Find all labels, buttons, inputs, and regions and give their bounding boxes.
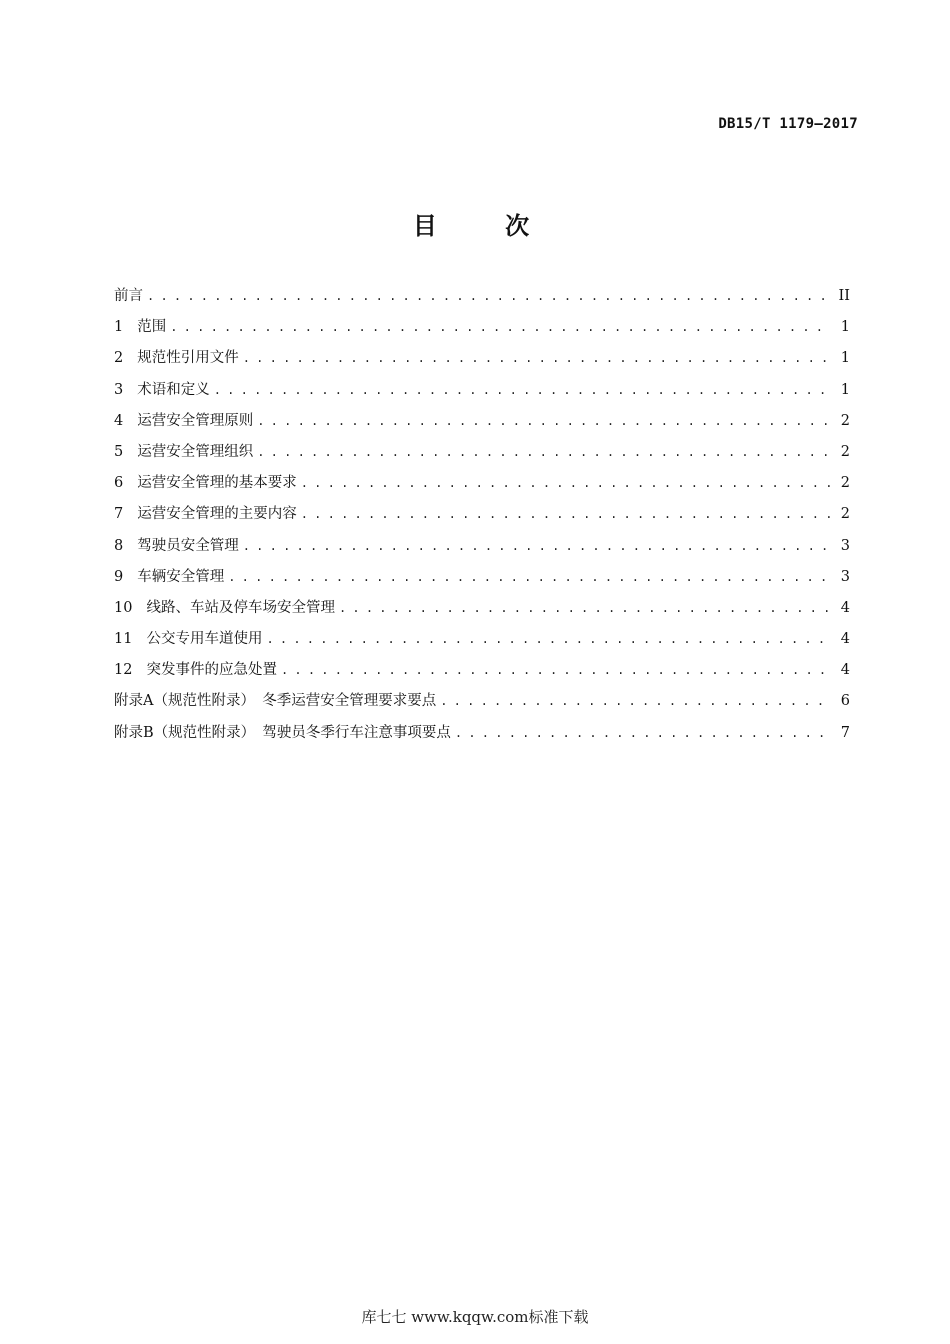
toc-leader-dots	[228, 570, 832, 584]
toc-entry-title: 运营安全管理的基本要求	[137, 475, 297, 492]
toc-entry[interactable]	[114, 627, 850, 658]
toc-entry-page: 1	[840, 319, 850, 336]
toc-entry-title: 驾驶员安全管理	[137, 537, 239, 554]
toc-leader-dots	[257, 445, 832, 459]
toc-entry[interactable]	[114, 689, 850, 720]
toc-entry[interactable]	[114, 440, 850, 471]
toc-entry-number: 3	[114, 381, 124, 398]
toc-entry-number: 12	[114, 662, 133, 679]
toc-leader-dots	[257, 414, 832, 428]
toc-entry-title: 运营安全管理原则	[137, 412, 254, 429]
toc-entry[interactable]	[114, 502, 850, 533]
toc-entry-page: 1	[840, 381, 850, 398]
toc-leader-dots	[243, 539, 832, 553]
toc-entry-page: 6	[840, 693, 850, 710]
toc-entry-title: 公交专用车道使用	[146, 631, 263, 648]
toc-entry-page: 3	[840, 568, 850, 585]
toc-leader-dots	[281, 663, 832, 677]
toc-entry-label	[114, 315, 166, 336]
toc-entry-label	[114, 346, 239, 367]
toc-leader-dots	[455, 726, 832, 740]
toc-entry-title: 术语和定义	[137, 381, 210, 398]
toc-entry-number: 2	[114, 350, 124, 367]
toc-entry-page: 3	[840, 537, 850, 554]
table-of-contents	[114, 284, 850, 752]
toc-leader-dots	[339, 601, 832, 615]
toc-entry-title: 前言	[114, 288, 143, 304]
toc-leader-dots	[266, 632, 832, 646]
toc-entry-page: II	[838, 288, 850, 304]
toc-entry-page: 2	[840, 443, 850, 460]
toc-entry-page: 4	[840, 662, 850, 679]
toc-entry-page: 7	[840, 724, 850, 741]
toc-entry[interactable]	[114, 284, 850, 315]
toc-leader-dots	[440, 694, 832, 708]
toc-entry-label	[114, 471, 297, 492]
toc-entry[interactable]	[114, 596, 850, 627]
toc-entry[interactable]	[114, 565, 850, 596]
toc-entry-page: 1	[840, 350, 850, 367]
toc-entry-page: 2	[840, 506, 850, 523]
toc-entry-number: 4	[114, 412, 124, 429]
toc-entry-title: 附录A（规范性附录） 冬季运营安全管理要求要点	[114, 693, 437, 710]
toc-entry-label	[114, 689, 436, 710]
toc-entry-title: 规范性引用文件	[137, 350, 239, 367]
toc-entry-title: 运营安全管理的主要内容	[137, 506, 297, 523]
toc-entry-label	[114, 409, 253, 430]
toc-leader-dots	[243, 351, 832, 365]
toc-entry-page: 2	[840, 475, 850, 492]
toc-entry-number: 6	[114, 475, 124, 492]
toc-entry-number: 10	[114, 599, 133, 616]
toc-entry[interactable]	[114, 346, 850, 377]
toc-entry-number: 8	[114, 537, 124, 554]
toc-entry-page: 4	[840, 599, 850, 616]
toc-entry[interactable]	[114, 721, 850, 752]
toc-leader-dots	[301, 507, 832, 521]
toc-entry-label	[114, 502, 297, 523]
toc-entry-label	[114, 378, 210, 399]
toc-entry-label	[114, 721, 451, 742]
toc-entry[interactable]	[114, 471, 850, 502]
toc-leader-dots	[301, 476, 832, 490]
toc-entry-title: 运营安全管理组织	[137, 443, 254, 460]
toc-entry[interactable]	[114, 658, 850, 689]
toc-entry-page: 4	[840, 631, 850, 648]
document-code: DB15/T 1179—2017	[718, 116, 858, 132]
toc-entry-label	[114, 440, 253, 461]
toc-entry-number: 5	[114, 443, 124, 460]
toc-entry[interactable]	[114, 378, 850, 409]
toc-entry-number: 1	[114, 319, 124, 336]
toc-entry-title: 范围	[137, 319, 167, 336]
toc-entry-title: 附录B（规范性附录） 驾驶员冬季行车注意事项要点	[114, 724, 451, 741]
toc-entry-label	[114, 627, 262, 648]
toc-leader-dots	[214, 383, 832, 397]
toc-entry-number: 9	[114, 568, 124, 585]
toc-entry-title: 车辆安全管理	[137, 568, 225, 585]
toc-entry-page: 2	[840, 412, 850, 429]
toc-entry-number: 7	[114, 506, 124, 523]
toc-leader-dots	[170, 320, 832, 334]
toc-entry[interactable]	[114, 534, 850, 565]
toc-entry-label	[114, 534, 239, 555]
toc-entry-label	[114, 284, 143, 305]
toc-entry-title: 突发事件的应急处置	[146, 662, 277, 679]
toc-entry-label	[114, 596, 335, 617]
toc-entry-number: 11	[114, 631, 133, 648]
footer-watermark: 库七七 www.kqqw.com标准下载	[361, 1308, 589, 1326]
page-title: 目 次	[412, 212, 560, 240]
toc-entry[interactable]	[114, 409, 850, 440]
toc-entry-label	[114, 658, 277, 679]
toc-entry[interactable]	[114, 315, 850, 346]
toc-entry-title: 线路、车站及停车场安全管理	[146, 599, 335, 616]
toc-leader-dots	[147, 289, 832, 303]
toc-entry-label	[114, 565, 224, 586]
